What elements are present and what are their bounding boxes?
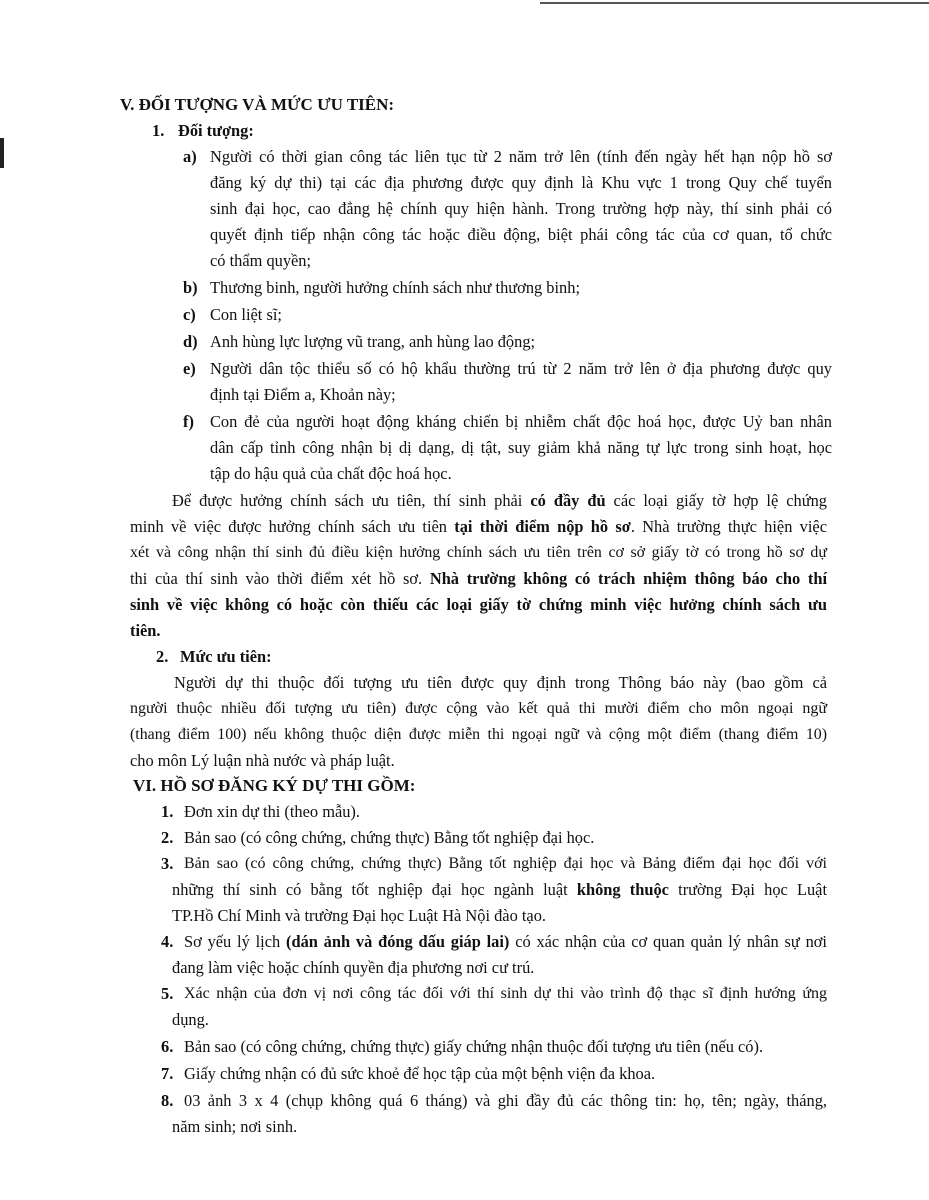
item-f-line2: dân cấp tỉnh công nhận bị dị dạng, dị tật, suy giảm khả năng tự lực trong sinh hoạt, học [210, 438, 832, 457]
doc-item-5-line2: dụng. [172, 1010, 209, 1029]
item-a-line1: Người có thời gian công tác liên tục từ 2 năm trở lên (tính đến ngày hết hạn nộp hồ sơ [210, 147, 832, 166]
doc-item-7-number: 7. [161, 1064, 174, 1083]
item-f-line3: tập do hậu quả của chất độc hoá học. [210, 464, 452, 483]
doc-item-4-number: 4. [161, 932, 174, 951]
item-a-line5: có thẩm quyền; [210, 251, 312, 270]
doc-item-5-number: 5. [161, 984, 174, 1003]
section-vi-title: VI. HỒ SƠ ĐĂNG KÝ DỰ THI GỒM: [133, 776, 416, 795]
doc-item-1-text: Đơn xin dự thi (theo mẫu). [184, 802, 360, 821]
doc-item-3-line1: Bản sao (có công chứng, chứng thực) Bằng tốt nghiệp đại học và Bảng điểm đại học đối với [184, 855, 827, 872]
item-d-line1: Anh hùng lực lượng vũ trang, anh hùng lao động; [210, 332, 536, 351]
doc-item-6-number: 6. [161, 1037, 174, 1056]
doc-item-8-line2: năm sinh; nơi sinh. [172, 1117, 298, 1136]
item-e-label: e) [183, 359, 196, 378]
item-f-line1: Con đẻ của người hoạt động kháng chiến bị nhiễm chất độc hoá học, được Uỷ ban nhân [210, 412, 832, 431]
para1-line1: Để được hưởng chính sách ưu tiên, thí sinh phải có đầy đủ các loại giấy tờ hợp lệ chứng [172, 491, 827, 510]
doc-item-3-number: 3. [161, 854, 174, 873]
sub2-number: 2. [156, 647, 169, 666]
sub2-title: Mức ưu tiên: [180, 647, 272, 666]
doc-item-4-line2: đang làm việc hoặc chính quyền địa phương nơi cư trú. [172, 958, 535, 977]
scan-edge [540, 2, 929, 4]
item-b-line1: Thương binh, người hưởng chính sách như thương binh; [210, 278, 580, 297]
sub1-title: Đối tượng: [178, 121, 254, 140]
item-f-label: f) [183, 412, 194, 431]
item-b-label: b) [183, 278, 198, 297]
doc-item-3-line2: những thí sinh có bằng tốt nghiệp đại học ngành luật không thuộc trường Đại học Luật [172, 880, 828, 899]
item-a-label: a) [183, 147, 197, 166]
doc-item-3-line3: TP.Hồ Chí Minh và trường Đại học Luật Hà Nội đào tạo. [172, 906, 546, 925]
item-a-line2: đăng ký dự thi) tại các địa phương được quy định là Khu vực 1 trong Quy chế tuyển [210, 173, 832, 192]
para1-line6: tiên. [130, 621, 161, 640]
doc-item-2-number: 2. [161, 828, 174, 847]
doc-item-5-line1: Xác nhận của đơn vị nơi công tác đối với thí sinh dự thi vào trình độ thạc sĩ định hướng ứng [184, 985, 827, 1002]
sub1-number: 1. [152, 121, 165, 140]
para2-line2: người thuộc nhiều đối tượng ưu tiên) được cộng vào kết quả thi mười điểm cho môn ngoại ngữ [130, 700, 827, 717]
doc-item-7-text: Giấy chứng nhận có đủ sức khoẻ để học tập của một bệnh viện đa khoa. [184, 1064, 656, 1083]
para1-line3: xét và công nhận thí sinh đủ điều kiện hưởng chính sách ưu tiên trên cơ sở giấy tờ có trong hồ sơ dự [130, 544, 827, 561]
doc-item-2-text: Bản sao (có công chứng, chứng thực) Bằng tốt nghiệp đại học. [184, 828, 595, 847]
doc-item-4-line1: Sơ yếu lý lịch (dán ảnh và đóng dấu giáp lai) có xác nhận của cơ quan quản lý nhân sự nơi [184, 932, 827, 951]
doc-item-6-text: Bản sao (có công chứng, chứng thực) giấy chứng nhận thuộc đối tượng ưu tiên (nếu có). [184, 1037, 764, 1056]
item-a-line3: sinh đại học, cao đẳng hệ chính quy hiện hành. Trong trường hợp này, thí sinh phải có [210, 199, 832, 218]
doc-item-8-line1: 03 ảnh 3 x 4 (chụp không quá 6 tháng) và ghi đầy đủ các thông tin: họ, tên; ngày, tháng, [184, 1091, 827, 1110]
para2-line3: (thang điểm 100) nếu không thuộc diện được miễn thi ngoại ngữ và cộng một điểm (thang điểm 10) [130, 726, 827, 743]
para1-line4: thi của thí sinh vào thời điểm xét hồ sơ. Nhà trường không có trách nhiệm thông báo cho thí [130, 569, 827, 588]
para2-line1: Người dự thi thuộc đối tượng ưu tiên được quy định trong Thông báo này (bao gồm cả [174, 673, 827, 692]
doc-item-1-number: 1. [161, 802, 174, 821]
para1-line2: minh về việc được hưởng chính sách ưu tiên tại thời điểm nộp hồ sơ. Nhà trường thực hiện việc [130, 517, 827, 536]
item-a-line4: quyết định tiếp nhận công tác hoặc điều động, biệt phái công tác của cơ quan, tổ chức [210, 225, 832, 244]
item-d-label: d) [183, 332, 198, 351]
item-e-line2: định tại Điểm a, Khoản này; [210, 385, 396, 404]
doc-item-8-number: 8. [161, 1091, 174, 1110]
para1-line5: sinh về việc không có hoặc còn thiếu các loại giấy tờ chứng minh việc hưởng chính sách ưu [130, 595, 827, 614]
section-v-title: V. ĐỐI TƯỢNG VÀ MỨC ƯU TIÊN: [120, 95, 395, 114]
para2-line4: cho môn Lý luận nhà nước và pháp luật. [130, 751, 395, 770]
scan-mark [0, 138, 4, 168]
item-c-label: c) [183, 305, 196, 324]
item-e-line1: Người dân tộc thiểu số có hộ khẩu thường trú từ 2 năm trở lên ở địa phương được quy [210, 359, 832, 378]
item-c-line1: Con liệt sĩ; [210, 305, 282, 324]
